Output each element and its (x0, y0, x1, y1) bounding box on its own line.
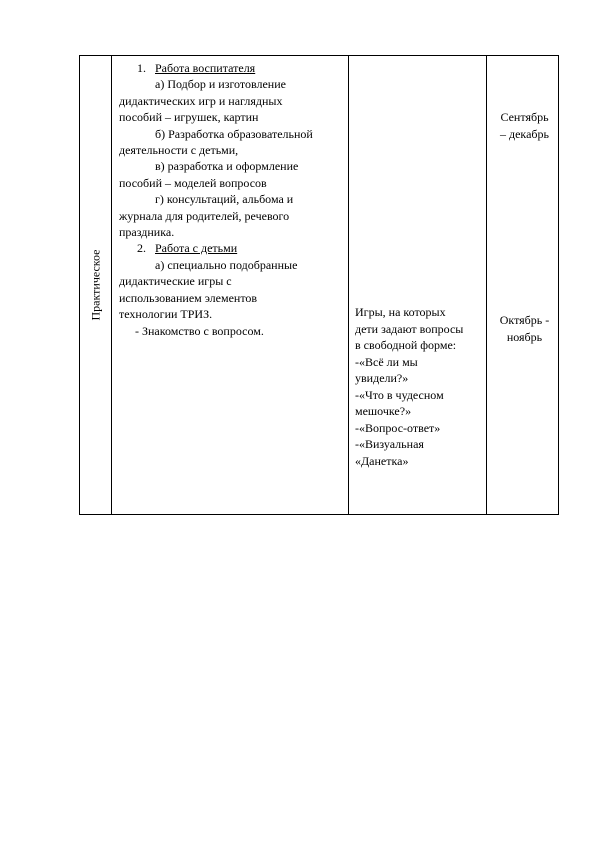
list-item: в) разработка и оформление (155, 159, 299, 174)
heading-teacher-work: Работа воспитателя (155, 61, 256, 75)
list-item: дидактических игр и наглядных (119, 93, 283, 108)
date-range-children: Октябрь - ноябрь (499, 313, 550, 344)
list-item: пособий – моделей вопросов (119, 175, 267, 190)
column-divider (348, 56, 349, 514)
games-line: -«Всё ли мы (355, 354, 418, 369)
work-content-cell (113, 56, 348, 514)
games-cell (351, 56, 489, 514)
list-item: технологии ТРИЗ. (119, 307, 213, 322)
games-line: -«Вопрос-ответ» (355, 420, 441, 435)
heading-children-work: Работа с детьми (155, 241, 238, 256)
plan-table (79, 55, 559, 515)
list-item: 1. Работа воспитателя (137, 61, 256, 75)
list-item: г) консультаций, альбома и (155, 192, 294, 207)
games-line: в свободной форме: (355, 338, 457, 352)
games-line: увидели?» (355, 371, 409, 385)
list-item: а) специально подобранные (155, 257, 298, 272)
games-line: -«Визуальная (355, 437, 424, 451)
list-item: пособий – игрушек, картин (119, 110, 259, 125)
stage-cell (82, 56, 110, 514)
games-line: дети задают вопросы (355, 321, 464, 336)
list-item: деятельности с детьми, (119, 143, 239, 158)
list-item: использованием элементов (119, 290, 258, 305)
dates-cell (489, 56, 560, 514)
list-item: дидактические игры с (119, 274, 232, 289)
stage-label: Практическое (88, 249, 103, 321)
list-item: а) Подбор и изготовление (155, 77, 286, 92)
column-divider (111, 56, 112, 514)
list-item: праздника. (119, 225, 175, 240)
list-item: 2. Работа с детьми (137, 241, 238, 256)
list-item: журнала для родителей, речевого (119, 208, 290, 223)
games-line: -«Что в чудесном (355, 387, 444, 402)
games-line: Игры, на которых (355, 305, 446, 319)
date-range-teacher: Сентябрь – декабрь (500, 110, 549, 141)
list-item: - Знакомство с вопросом. (135, 323, 264, 338)
list-item: б) Разработка образовательной (155, 126, 313, 141)
games-line: «Данетка» (355, 453, 409, 468)
games-line: мешочке?» (355, 404, 412, 418)
